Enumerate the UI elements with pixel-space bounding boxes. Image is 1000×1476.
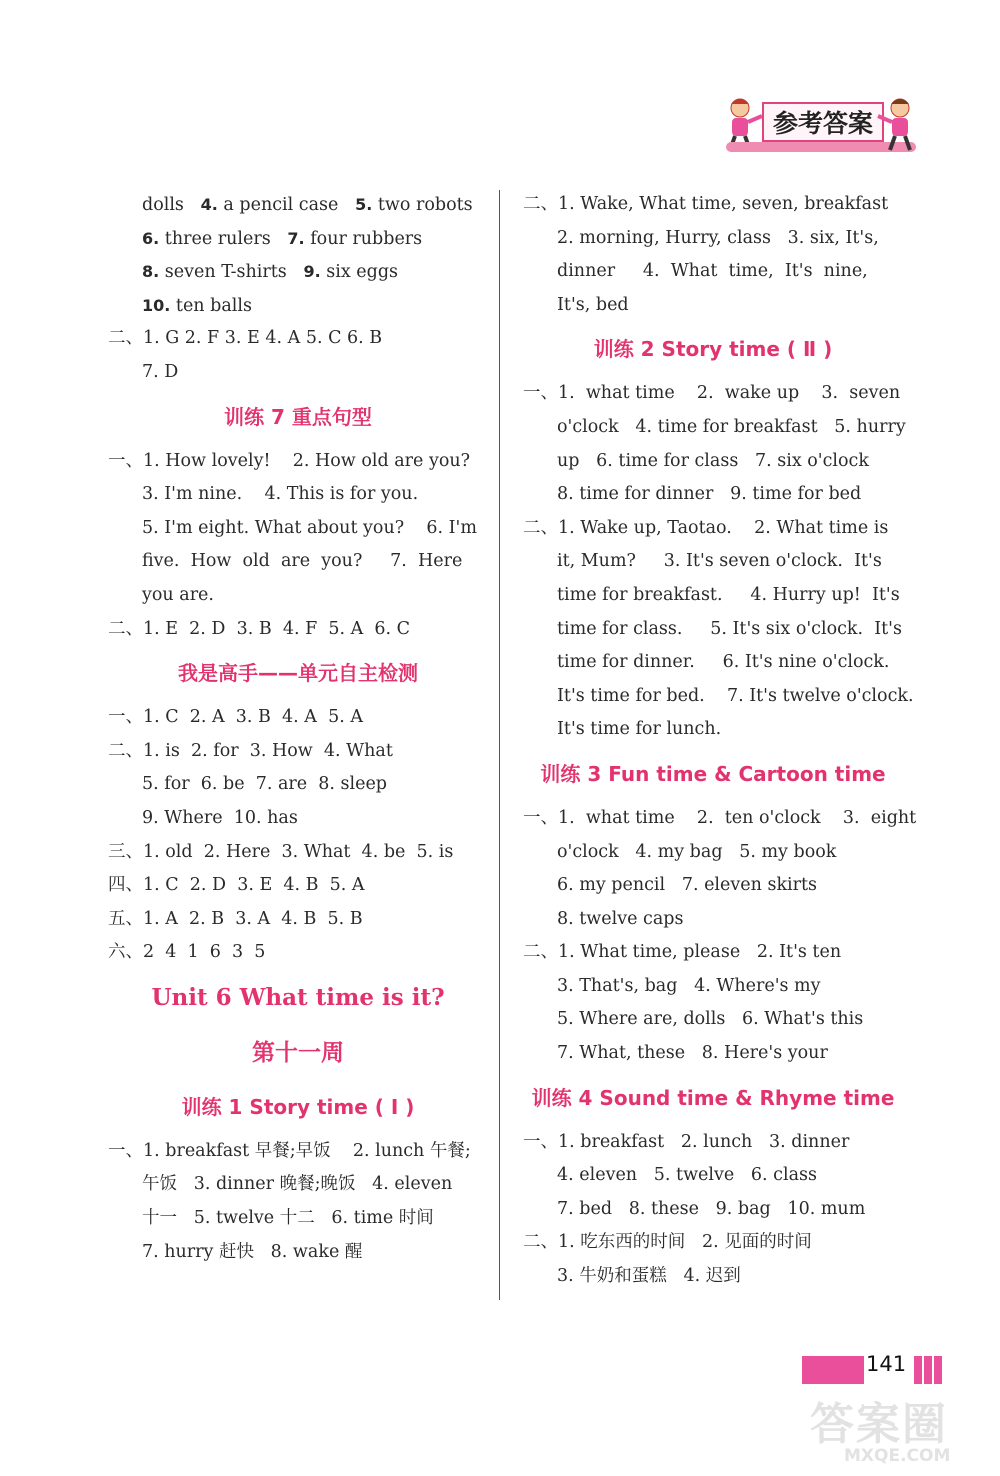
answer-line <box>523 680 914 714</box>
section-heading: 训练 3 Fun time & Cartoon time <box>540 761 886 786</box>
right-column <box>523 188 917 1294</box>
answer-text: 1. breakfast 早餐;早饭 2. lunch 午餐; <box>143 1140 471 1161</box>
answer-text: 午饭 3. dinner 晚餐;晚饭 4. eleven <box>142 1174 453 1195</box>
section-answers <box>108 701 488 970</box>
section-heading: 训练 2 Story time ( Ⅱ ) <box>593 337 833 362</box>
question-group-label: 一、 <box>523 807 558 828</box>
answer-text: 7. bed 8. these 9. bag 10. mum <box>557 1198 866 1219</box>
section-answers <box>108 445 488 647</box>
answer-line <box>523 1037 903 1071</box>
answer-text: time for class. 5. It's six o'clock. It's <box>557 618 902 639</box>
section-answers <box>523 802 917 1071</box>
answer-text: time for breakfast. 4. Hurry up! It's <box>557 584 900 605</box>
answer-line <box>108 545 488 579</box>
answer-line <box>523 1260 903 1294</box>
watermark-logo <box>810 1388 990 1468</box>
answer-text: up 6. time for class 7. six o'clock <box>557 450 869 471</box>
left-column <box>108 188 488 1269</box>
answer-line: 6. three rulers 7. four rubbers <box>142 228 423 249</box>
answer-line: 二、1. G 2. F 3. E 4. A 5. C 6. B <box>108 328 383 349</box>
answer-text: 1. what time 2. wake up 3. seven <box>558 383 901 404</box>
answer-line <box>523 579 903 613</box>
answer-line <box>523 1126 903 1160</box>
answer-text: 5. I'm eight. What about you? 6. I'm <box>142 517 477 538</box>
section-answers <box>523 1126 903 1294</box>
answer-text: 7. What, these 8. Here's your <box>557 1043 828 1064</box>
answer-text: you are. <box>142 584 214 605</box>
section-answers <box>523 377 914 747</box>
answer-line <box>108 1168 488 1202</box>
answer-text: 1. C 2. D 3. E 4. B 5. A <box>143 875 365 896</box>
answer-text: five. How old are you? 7. Here <box>142 551 463 572</box>
answer-text: it, Mum? 3. It's seven o'clock. It's <box>557 551 882 572</box>
watermark-text: 答案圈 <box>810 1399 948 1450</box>
question-group-label: 二、 <box>108 740 143 761</box>
child-figure-right-icon <box>876 96 922 152</box>
week-title: 第十一周 <box>252 1038 344 1066</box>
question-group-label: 一、 <box>523 1131 558 1152</box>
answer-line <box>108 836 488 870</box>
question-group-label: 三、 <box>108 841 143 862</box>
question-group-label: 二、 <box>523 194 558 214</box>
answer-line <box>108 1135 488 1169</box>
answer-text: 2 4 1 6 3 5 <box>143 942 266 963</box>
answer-line <box>108 613 488 647</box>
answer-line <box>523 512 903 546</box>
answer-text: 8. time for dinner 9. time for bed <box>557 484 862 505</box>
answer-text: 1. What time, please 2. It's ten <box>558 942 842 963</box>
answer-line <box>108 936 488 970</box>
answer-text: 6. my pencil 7. eleven skirts <box>557 875 818 896</box>
answer-line <box>108 903 488 937</box>
answer-line: 8. seven T-shirts 9. six eggs <box>142 262 399 283</box>
answer-line <box>523 188 903 222</box>
answer-text: 1. 吃东西的时间 2. 见面的时间 <box>558 1232 812 1253</box>
answer-line <box>523 903 903 937</box>
answer-text: 2. morning, Hurry, class 3. six, It's, <box>557 227 879 248</box>
answer-line <box>523 445 903 479</box>
answer-text: 1. is 2. for 3. How 4. What <box>143 740 393 761</box>
answer-text: 3. That's, bag 4. Where's my <box>557 975 821 996</box>
answer-text: 5. for 6. be 7. are 8. sleep <box>142 774 387 795</box>
answer-text: 3. 牛奶和蛋糕 4. 迟到 <box>557 1266 741 1287</box>
answer-line <box>523 1159 903 1193</box>
watermark-url: MXQE.COM <box>844 1446 951 1466</box>
answer-line <box>523 646 903 680</box>
question-group-label: 一、 <box>523 383 558 404</box>
answer-line <box>108 1202 488 1236</box>
section-heading: 训练 7 重点句型 <box>224 404 372 429</box>
answer-text: 1. breakfast 2. lunch 3. dinner <box>558 1131 850 1152</box>
answer-line <box>523 936 903 970</box>
answer-line <box>108 735 488 769</box>
answer-line <box>523 289 903 323</box>
section-answers <box>523 188 903 322</box>
answer-text: 3. I'm nine. 4. This is for you. <box>142 484 419 505</box>
header-title: 参考答案 <box>762 102 884 142</box>
answer-line <box>523 1003 903 1037</box>
answer-line <box>108 445 488 479</box>
question-group-label: 六、 <box>108 942 143 963</box>
answer-text: time for dinner. 6. It's nine o'clock. <box>557 652 890 673</box>
question-group-label: 二、 <box>523 1232 558 1253</box>
answer-line <box>523 1193 903 1227</box>
answer-line <box>523 222 903 256</box>
answer-text: It's time for lunch. <box>557 719 722 740</box>
answer-line: dolls 4. a pencil case 5. two robots <box>142 195 473 215</box>
answer-text: 1. what time 2. ten o'clock 3. eight <box>558 807 917 828</box>
answer-text: dinner 4. What time, It's nine, <box>557 261 868 282</box>
answer-text: 十一 5. twelve 十二 6. time 时间 <box>142 1208 434 1229</box>
question-group-label: 二、 <box>108 618 143 639</box>
column-divider <box>499 190 500 1300</box>
answer-line <box>523 713 903 747</box>
section-answers <box>108 1135 488 1269</box>
answer-line <box>523 377 903 411</box>
answer-line <box>108 802 488 836</box>
answer-line <box>523 869 903 903</box>
answer-line <box>523 836 903 870</box>
answer-text: 1. E 2. D 3. B 4. F 5. A 6. C <box>143 618 411 639</box>
unit-title: Unit 6 What time is it? <box>151 983 445 1011</box>
answer-line <box>523 478 903 512</box>
answer-text: 1. old 2. Here 3. What 4. be 5. is <box>143 841 454 862</box>
answer-text: o'clock 4. time for breakfast 5. hurry <box>557 416 906 437</box>
answer-line <box>108 869 488 903</box>
question-group-label: 四、 <box>108 875 143 896</box>
answer-line <box>523 411 906 445</box>
answer-text: 1. Wake, What time, seven, breakfast <box>558 194 889 214</box>
question-group-label: 一、 <box>108 707 143 728</box>
answer-line <box>523 613 903 647</box>
answer-text: 1. Wake up, Taotao. 2. What time is <box>558 517 889 538</box>
answer-text: It's, bed <box>557 294 629 315</box>
answer-line <box>108 768 488 802</box>
section-heading: 训练 1 Story time ( Ⅰ ) <box>181 1094 415 1119</box>
answer-line <box>108 701 488 735</box>
question-group-label: 二、 <box>523 942 558 963</box>
answer-text: 8. twelve caps <box>557 908 684 929</box>
answer-line <box>523 802 917 836</box>
answer-text: 4. eleven 5. twelve 6. class <box>557 1165 817 1186</box>
answer-text: 1. How lovely! 2. How old are you? <box>143 450 471 471</box>
answer-line <box>108 478 488 512</box>
answer-text: o'clock 4. my bag 5. my book <box>557 841 837 862</box>
answer-line <box>108 1236 488 1270</box>
answer-line <box>108 579 488 613</box>
question-group-label: 五、 <box>108 908 143 929</box>
header-banner <box>700 92 940 164</box>
answer-text: 7. hurry 赶快 8. wake 醒 <box>142 1241 363 1262</box>
answer-line: 7. D <box>142 361 179 382</box>
page-number-stripes <box>914 1356 944 1384</box>
answer-text: 1. C 2. A 3. B 4. A 5. A <box>143 707 363 728</box>
page-number-bar <box>802 1356 864 1384</box>
answer-text: 1. A 2. B 3. A 4. B 5. B <box>143 908 363 929</box>
question-group-label: 一、 <box>108 1140 143 1161</box>
answer-line: 10. ten balls <box>142 295 252 316</box>
question-group-label: 一、 <box>108 450 143 471</box>
page-number: 141 <box>866 1352 907 1376</box>
question-group-label: 二、 <box>523 517 558 538</box>
answer-line <box>523 545 903 579</box>
answer-line <box>108 512 488 546</box>
answer-text: 9. Where 10. has <box>142 807 298 828</box>
answer-line <box>523 970 903 1004</box>
answer-line <box>523 1226 903 1260</box>
section-heading: 我是高手——单元自主检测 <box>178 661 418 686</box>
answer-line <box>523 255 903 289</box>
answer-text: It's time for bed. 7. It's twelve o'clock. <box>557 685 914 706</box>
section-heading: 训练 4 Sound time & Rhyme time <box>531 1085 895 1110</box>
answer-text: 5. Where are, dolls 6. What's this <box>557 1009 864 1030</box>
